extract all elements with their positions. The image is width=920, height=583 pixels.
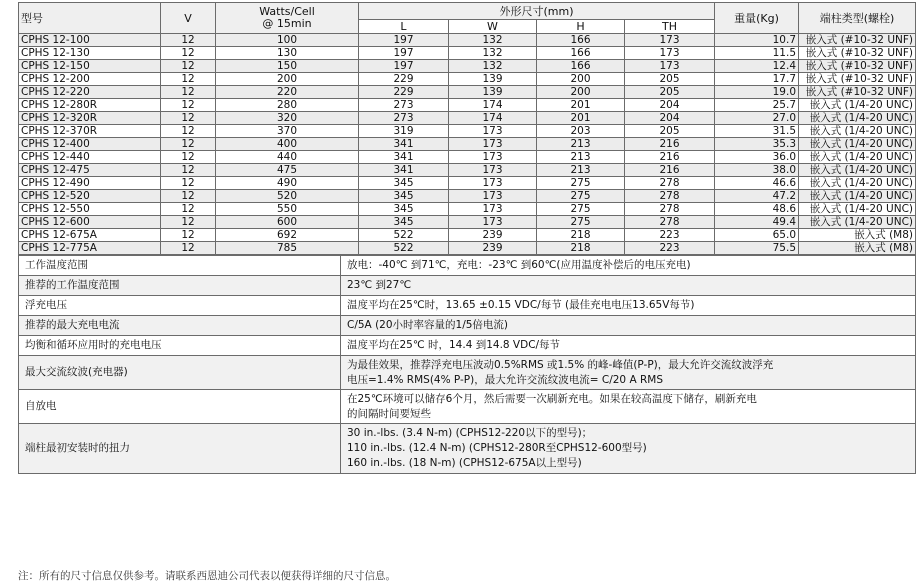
table-row: [19, 86, 916, 99]
cell-watts: 280: [216, 99, 359, 112]
cell-model: CPHS 12-490: [19, 177, 161, 190]
table-row: [19, 190, 916, 203]
cell-weight: 75.5: [715, 242, 799, 255]
cell-terminal: 嵌入式 (1/4-20 UNC): [799, 164, 916, 177]
cell-w: 239: [449, 229, 537, 242]
spec-value: [341, 424, 916, 474]
cell-watts: 200: [216, 73, 359, 86]
cell-w: 173: [449, 125, 537, 138]
cell-watts: 370: [216, 125, 359, 138]
cell-h: 275: [537, 203, 625, 216]
table-row: [19, 47, 916, 60]
cell-l: 273: [359, 99, 449, 112]
spec-value: [341, 256, 916, 276]
cell-terminal: 嵌入式 (1/4-20 UNC): [799, 99, 916, 112]
spec-row: [19, 316, 916, 336]
cell-h: 203: [537, 125, 625, 138]
cell-w: 173: [449, 203, 537, 216]
cell-l: 273: [359, 112, 449, 125]
cell-model: CPHS 12-150: [19, 60, 161, 73]
spec-label: 工作温度范围: [19, 256, 341, 276]
spec-label: 端柱最初安装时的扭力: [19, 424, 341, 474]
cell-th: 204: [625, 99, 715, 112]
cell-h: 166: [537, 47, 625, 60]
cell-l: 341: [359, 138, 449, 151]
table-row: [19, 151, 916, 164]
cell-terminal: 嵌入式 (1/4-20 UNC): [799, 190, 916, 203]
cell-terminal: 嵌入式 (1/4-20 UNC): [799, 203, 916, 216]
cell-model: CPHS 12-775A: [19, 242, 161, 255]
cell-v: 12: [161, 34, 216, 47]
operating-specs-table: [18, 255, 916, 474]
cell-w: 173: [449, 164, 537, 177]
spec-value: [341, 296, 916, 316]
cell-weight: 38.0: [715, 164, 799, 177]
spec-row: [19, 296, 916, 316]
cell-watts: 440: [216, 151, 359, 164]
cell-v: 12: [161, 60, 216, 73]
cell-model: CPHS 12-475: [19, 164, 161, 177]
table-row: [19, 73, 916, 86]
cell-v: 12: [161, 86, 216, 99]
spec-row: [19, 336, 916, 356]
cell-watts: 130: [216, 47, 359, 60]
cell-v: 12: [161, 177, 216, 190]
cell-v: 12: [161, 99, 216, 112]
cell-model: CPHS 12-220: [19, 86, 161, 99]
cell-model: CPHS 12-320R: [19, 112, 161, 125]
cell-weight: 65.0: [715, 229, 799, 242]
cell-th: 173: [625, 34, 715, 47]
cell-w: 132: [449, 47, 537, 60]
header-terminal: 端柱类型(螺栓): [799, 3, 916, 34]
cell-w: 173: [449, 190, 537, 203]
spec-value-line: 为最佳效果，推荐浮充电压波动0.5%RMS 或1.5% 的峰-峰值(P-P)，最大允许交流纹波浮充: [347, 358, 774, 371]
cell-h: 213: [537, 138, 625, 151]
spec-value: [341, 356, 916, 390]
cell-th: 278: [625, 216, 715, 229]
cell-watts: 692: [216, 229, 359, 242]
cell-w: 132: [449, 60, 537, 73]
operating-specs-body: [19, 256, 916, 474]
table-row: [19, 229, 916, 242]
cell-th: 278: [625, 177, 715, 190]
cell-weight: 11.5: [715, 47, 799, 60]
cell-l: 229: [359, 86, 449, 99]
cell-l: 345: [359, 190, 449, 203]
footnote: 注：所有的尺寸信息仅供参考。请联系西恩迪公司代表以便获得详细的尺寸信息。: [18, 570, 396, 582]
cell-model: CPHS 12-550: [19, 203, 161, 216]
cell-w: 173: [449, 151, 537, 164]
cell-weight: 17.7: [715, 73, 799, 86]
cell-th: 204: [625, 112, 715, 125]
cell-v: 12: [161, 125, 216, 138]
cell-th: 205: [625, 86, 715, 99]
header-model: 型号: [19, 3, 161, 34]
cell-l: 345: [359, 216, 449, 229]
cell-h: 275: [537, 190, 625, 203]
cell-h: 200: [537, 73, 625, 86]
cell-model: CPHS 12-100: [19, 34, 161, 47]
cell-terminal: 嵌入式 (#10-32 UNF): [799, 60, 916, 73]
spec-value-line: 160 in.-lbs. (18 N-m) (CPHS12-675A以上型号): [347, 457, 582, 469]
header-weight: 重量(Kg): [715, 3, 799, 34]
cell-v: 12: [161, 112, 216, 125]
spec-value-line: 110 in.-lbs. (12.4 N-m) (CPHS12-280R至CPHS12-600型号): [347, 442, 647, 454]
cell-model: CPHS 12-400: [19, 138, 161, 151]
cell-th: 205: [625, 125, 715, 138]
spec-row: [19, 356, 916, 390]
cell-w: 174: [449, 99, 537, 112]
cell-th: 216: [625, 164, 715, 177]
cell-v: 12: [161, 164, 216, 177]
cell-th: 216: [625, 138, 715, 151]
cell-v: 12: [161, 229, 216, 242]
cell-watts: 320: [216, 112, 359, 125]
cell-h: 213: [537, 151, 625, 164]
cell-weight: 36.0: [715, 151, 799, 164]
cell-model: CPHS 12-440: [19, 151, 161, 164]
table-row: [19, 60, 916, 73]
header-dimensions: 外形尺寸(mm): [359, 3, 715, 20]
spec-sheet: [18, 2, 915, 474]
spec-value-line: 23℃ 到27℃: [347, 279, 412, 291]
spec-value: [341, 336, 916, 356]
spec-value-line: 30 in.-lbs. (3.4 N-m) (CPHS12-220以下的型号)；: [347, 427, 593, 439]
header-voltage: V: [161, 3, 216, 34]
spec-label: 自放电: [19, 390, 341, 424]
cell-v: 12: [161, 73, 216, 86]
spec-value-line: 电压=1.4% RMS(4% P-P)，最大允许交流纹波电流= C/20 A RMS: [347, 373, 663, 386]
cell-w: 139: [449, 86, 537, 99]
cell-watts: 785: [216, 242, 359, 255]
cell-th: 223: [625, 229, 715, 242]
cell-model: CPHS 12-520: [19, 190, 161, 203]
spec-label: 推荐的工作温度范围: [19, 276, 341, 296]
table-row: [19, 164, 916, 177]
spec-label: 最大交流纹波(充电器): [19, 356, 341, 390]
table-row: [19, 34, 916, 47]
table-row: [19, 99, 916, 112]
cell-l: 197: [359, 60, 449, 73]
cell-model: CPHS 12-280R: [19, 99, 161, 112]
cell-th: 216: [625, 151, 715, 164]
cell-watts: 150: [216, 60, 359, 73]
cell-watts: 400: [216, 138, 359, 151]
cell-terminal: 嵌入式 (#10-32 UNF): [799, 86, 916, 99]
cell-h: 275: [537, 177, 625, 190]
cell-h: 201: [537, 112, 625, 125]
spec-value-line: 温度平均在25℃时，13.65 ±0.15 VDC/每节 (最佳充电电压13.65V每节): [347, 299, 695, 311]
spec-table-body: [19, 34, 916, 255]
header-watts-line2: @ 15min: [262, 17, 312, 30]
spec-row: [19, 256, 916, 276]
cell-terminal: 嵌入式 (1/4-20 UNC): [799, 138, 916, 151]
cell-h: 200: [537, 86, 625, 99]
cell-weight: 49.4: [715, 216, 799, 229]
cell-model: CPHS 12-600: [19, 216, 161, 229]
cell-watts: 600: [216, 216, 359, 229]
header-width: W: [449, 20, 537, 34]
cell-terminal: 嵌入式 (1/4-20 UNC): [799, 112, 916, 125]
cell-weight: 10.7: [715, 34, 799, 47]
cell-weight: 35.3: [715, 138, 799, 151]
cell-w: 173: [449, 177, 537, 190]
cell-watts: 550: [216, 203, 359, 216]
cell-weight: 31.5: [715, 125, 799, 138]
spec-value-line: 温度平均在25℃ 时，14.4 到14.8 VDC/每节: [347, 339, 561, 351]
cell-w: 174: [449, 112, 537, 125]
cell-weight: 47.2: [715, 190, 799, 203]
cell-v: 12: [161, 47, 216, 60]
spec-value-line: 在25℃环境可以储存6个月，然后需要一次刷新充电。如果在较高温度下储存，刷新充电: [347, 392, 757, 405]
cell-w: 239: [449, 242, 537, 255]
cell-watts: 475: [216, 164, 359, 177]
cell-model: CPHS 12-675A: [19, 229, 161, 242]
cell-weight: 46.6: [715, 177, 799, 190]
cell-h: 166: [537, 60, 625, 73]
cell-v: 12: [161, 242, 216, 255]
cell-terminal: 嵌入式 (M8): [799, 229, 916, 242]
cell-h: 201: [537, 99, 625, 112]
cell-h: 275: [537, 216, 625, 229]
cell-l: 319: [359, 125, 449, 138]
cell-terminal: 嵌入式 (M8): [799, 242, 916, 255]
cell-th: 278: [625, 190, 715, 203]
cell-terminal: 嵌入式 (#10-32 UNF): [799, 47, 916, 60]
spec-row: [19, 276, 916, 296]
cell-w: 173: [449, 138, 537, 151]
spec-value-line: 的间隔时间要短些: [347, 407, 431, 420]
cell-watts: 520: [216, 190, 359, 203]
table-row: [19, 177, 916, 190]
cell-watts: 490: [216, 177, 359, 190]
cell-l: 345: [359, 203, 449, 216]
header-watts-line1: Watts/Cell: [259, 5, 315, 18]
cell-w: 139: [449, 73, 537, 86]
spec-value-line: C/5A (20小时率容量的1/5倍电流): [347, 319, 509, 331]
cell-l: 197: [359, 34, 449, 47]
table-row: [19, 138, 916, 151]
spec-value: [341, 276, 916, 296]
cell-v: 12: [161, 190, 216, 203]
cell-w: 173: [449, 216, 537, 229]
spec-label: 推荐的最大充电电流: [19, 316, 341, 336]
cell-h: 166: [537, 34, 625, 47]
cell-th: 173: [625, 60, 715, 73]
header-length: L: [359, 20, 449, 34]
cell-terminal: 嵌入式 (1/4-20 UNC): [799, 216, 916, 229]
cell-h: 218: [537, 229, 625, 242]
spec-row: [19, 424, 916, 474]
table-row: [19, 242, 916, 255]
cell-model: CPHS 12-200: [19, 73, 161, 86]
cell-th: 205: [625, 73, 715, 86]
spec-value-line: 放电：-40℃ 到71℃，充电：-23℃ 到60℃(应用温度补偿后的电压充电): [347, 259, 691, 271]
cell-terminal: 嵌入式 (1/4-20 UNC): [799, 151, 916, 164]
cell-h: 218: [537, 242, 625, 255]
spec-label: 浮充电压: [19, 296, 341, 316]
header-height: H: [537, 20, 625, 34]
cell-th: 173: [625, 47, 715, 60]
cell-watts: 100: [216, 34, 359, 47]
spec-value: [341, 390, 916, 424]
cell-h: 213: [537, 164, 625, 177]
cell-terminal: 嵌入式 (1/4-20 UNC): [799, 177, 916, 190]
cell-th: 223: [625, 242, 715, 255]
spec-value: [341, 316, 916, 336]
cell-l: 341: [359, 151, 449, 164]
cell-v: 12: [161, 138, 216, 151]
spec-label: 均衡和循环应用时的充电电压: [19, 336, 341, 356]
cell-v: 12: [161, 203, 216, 216]
table-row: [19, 216, 916, 229]
cell-v: 12: [161, 151, 216, 164]
cell-l: 345: [359, 177, 449, 190]
cell-weight: 25.7: [715, 99, 799, 112]
cell-weight: 19.0: [715, 86, 799, 99]
cell-v: 12: [161, 216, 216, 229]
cell-terminal: 嵌入式 (1/4-20 UNC): [799, 125, 916, 138]
cell-l: 522: [359, 229, 449, 242]
battery-spec-table: [18, 2, 916, 255]
cell-weight: 48.6: [715, 203, 799, 216]
cell-terminal: 嵌入式 (#10-32 UNF): [799, 34, 916, 47]
cell-model: CPHS 12-370R: [19, 125, 161, 138]
cell-model: CPHS 12-130: [19, 47, 161, 60]
cell-weight: 27.0: [715, 112, 799, 125]
header-total-height: TH: [625, 20, 715, 34]
cell-terminal: 嵌入式 (#10-32 UNF): [799, 73, 916, 86]
table-row: [19, 203, 916, 216]
cell-th: 278: [625, 203, 715, 216]
cell-w: 132: [449, 34, 537, 47]
table-row: [19, 112, 916, 125]
cell-l: 197: [359, 47, 449, 60]
cell-weight: 12.4: [715, 60, 799, 73]
cell-l: 229: [359, 73, 449, 86]
header-watts: [216, 3, 359, 34]
cell-l: 341: [359, 164, 449, 177]
cell-l: 522: [359, 242, 449, 255]
cell-watts: 220: [216, 86, 359, 99]
table-row: [19, 125, 916, 138]
spec-row: [19, 390, 916, 424]
